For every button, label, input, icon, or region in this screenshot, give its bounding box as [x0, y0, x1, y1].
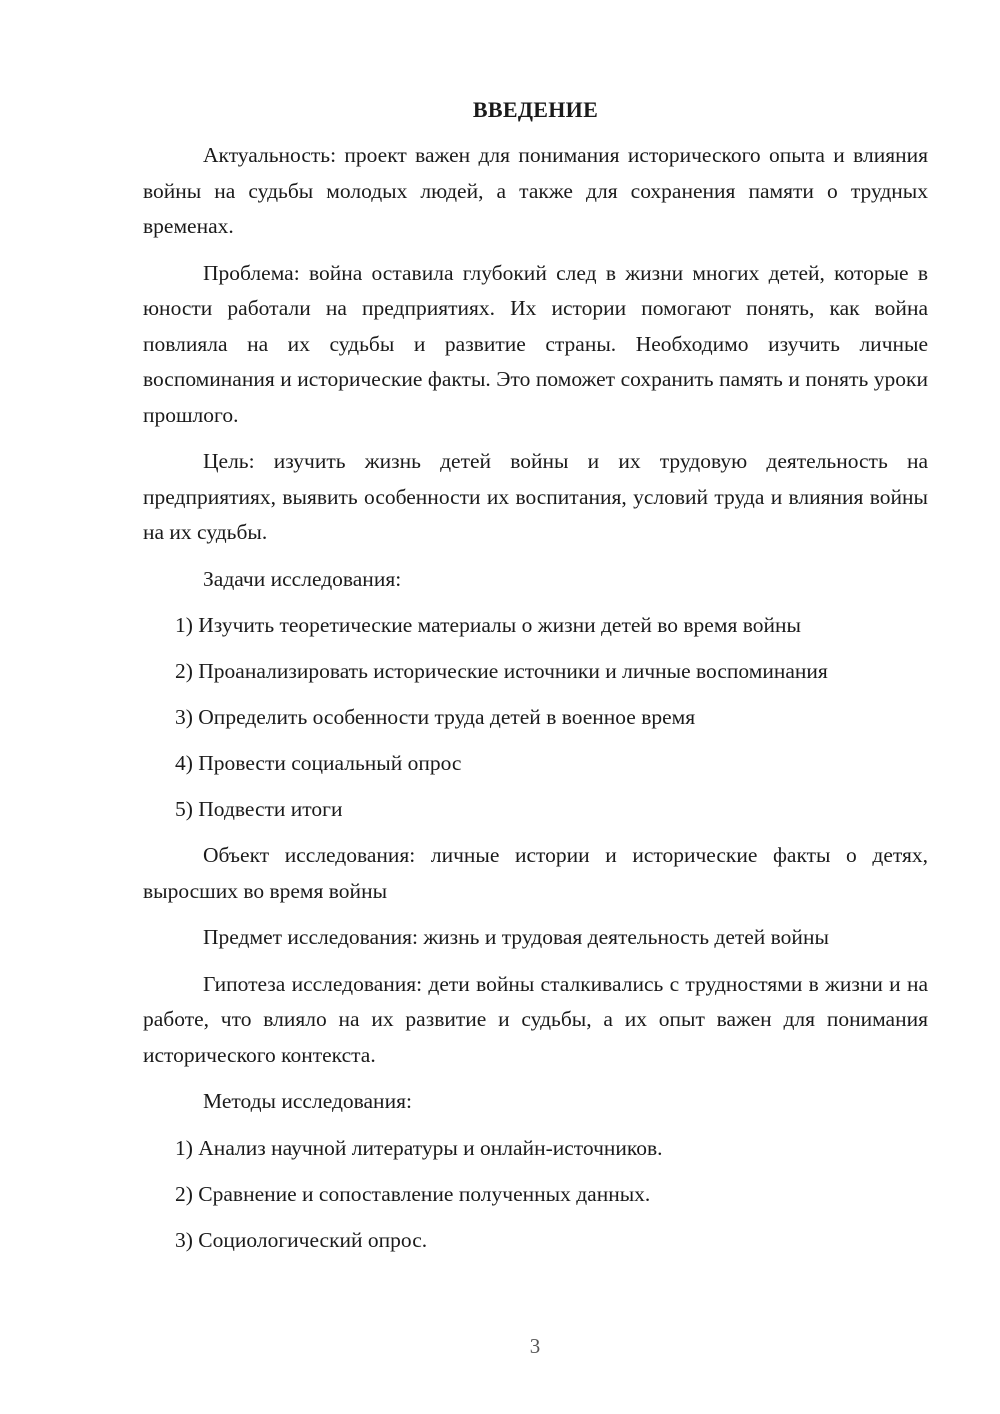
tasks-list: [143, 608, 928, 828]
list-item: 5) Подвести итоги: [175, 797, 343, 821]
list-item: 4) Провести социальный опрос: [175, 751, 462, 775]
list-item: 1) Изучить теоретические материалы о жизни детей во время войны: [175, 613, 801, 637]
tasks-title: Задачи исследования:: [203, 566, 402, 591]
methods-list: [143, 1131, 928, 1259]
list-item: 3) Определить особенности труда детей в военное время: [175, 705, 696, 729]
list-item: 1) Анализ научной литературы и онлайн-источников.: [175, 1135, 663, 1160]
paragraph-subject: Предмет исследования: жизнь и трудовая деятельность детей войны: [203, 925, 829, 949]
paragraph-hypothesis: Гипотеза исследования: дети войны сталкивались с трудностями в жизни и на работе, что влияло на их развитие и судьбы, а их опыт важен для понимания исторического контекста.: [143, 971, 928, 1067]
document-page: [143, 95, 928, 1269]
list-item: 2) Сравнение и сопоставление полученных данных.: [175, 1181, 651, 1206]
paragraph-object: Объект исследования: личные истории и исторические факты о детях, выросших во время войны: [143, 843, 928, 903]
paragraph-problem: Проблема: война оставила глубокий след в жизни многих детей, которые в юности работали на предприятиях. Их истории помогают понять, как война повлияла на их судьбы и развитие страны. Необходимо изучить личные воспоминания и исторические факты. Это поможет сохранить память и понять уроки прошлого.: [143, 260, 928, 427]
paragraph-relevance: Актуальность: проект важен для понимания исторического опыта и влияния войны на судьбы молодых людей, а также для сохранения памяти о трудных временах.: [143, 143, 928, 238]
paragraph-goal: Цель: изучить жизнь детей войны и их трудовую деятельность на предприятиях, выявить особенности их воспитания, условий труда и влияния войны на их судьбы.: [143, 449, 928, 544]
section-heading: ВВЕДЕНИЕ: [472, 97, 599, 122]
methods-title: Методы исследования:: [203, 1089, 412, 1113]
page-number: 3: [529, 1334, 541, 1358]
list-item: 2) Проанализировать исторические источники и личные воспоминания: [175, 659, 828, 683]
list-item: 3) Социологический опрос.: [175, 1227, 428, 1252]
